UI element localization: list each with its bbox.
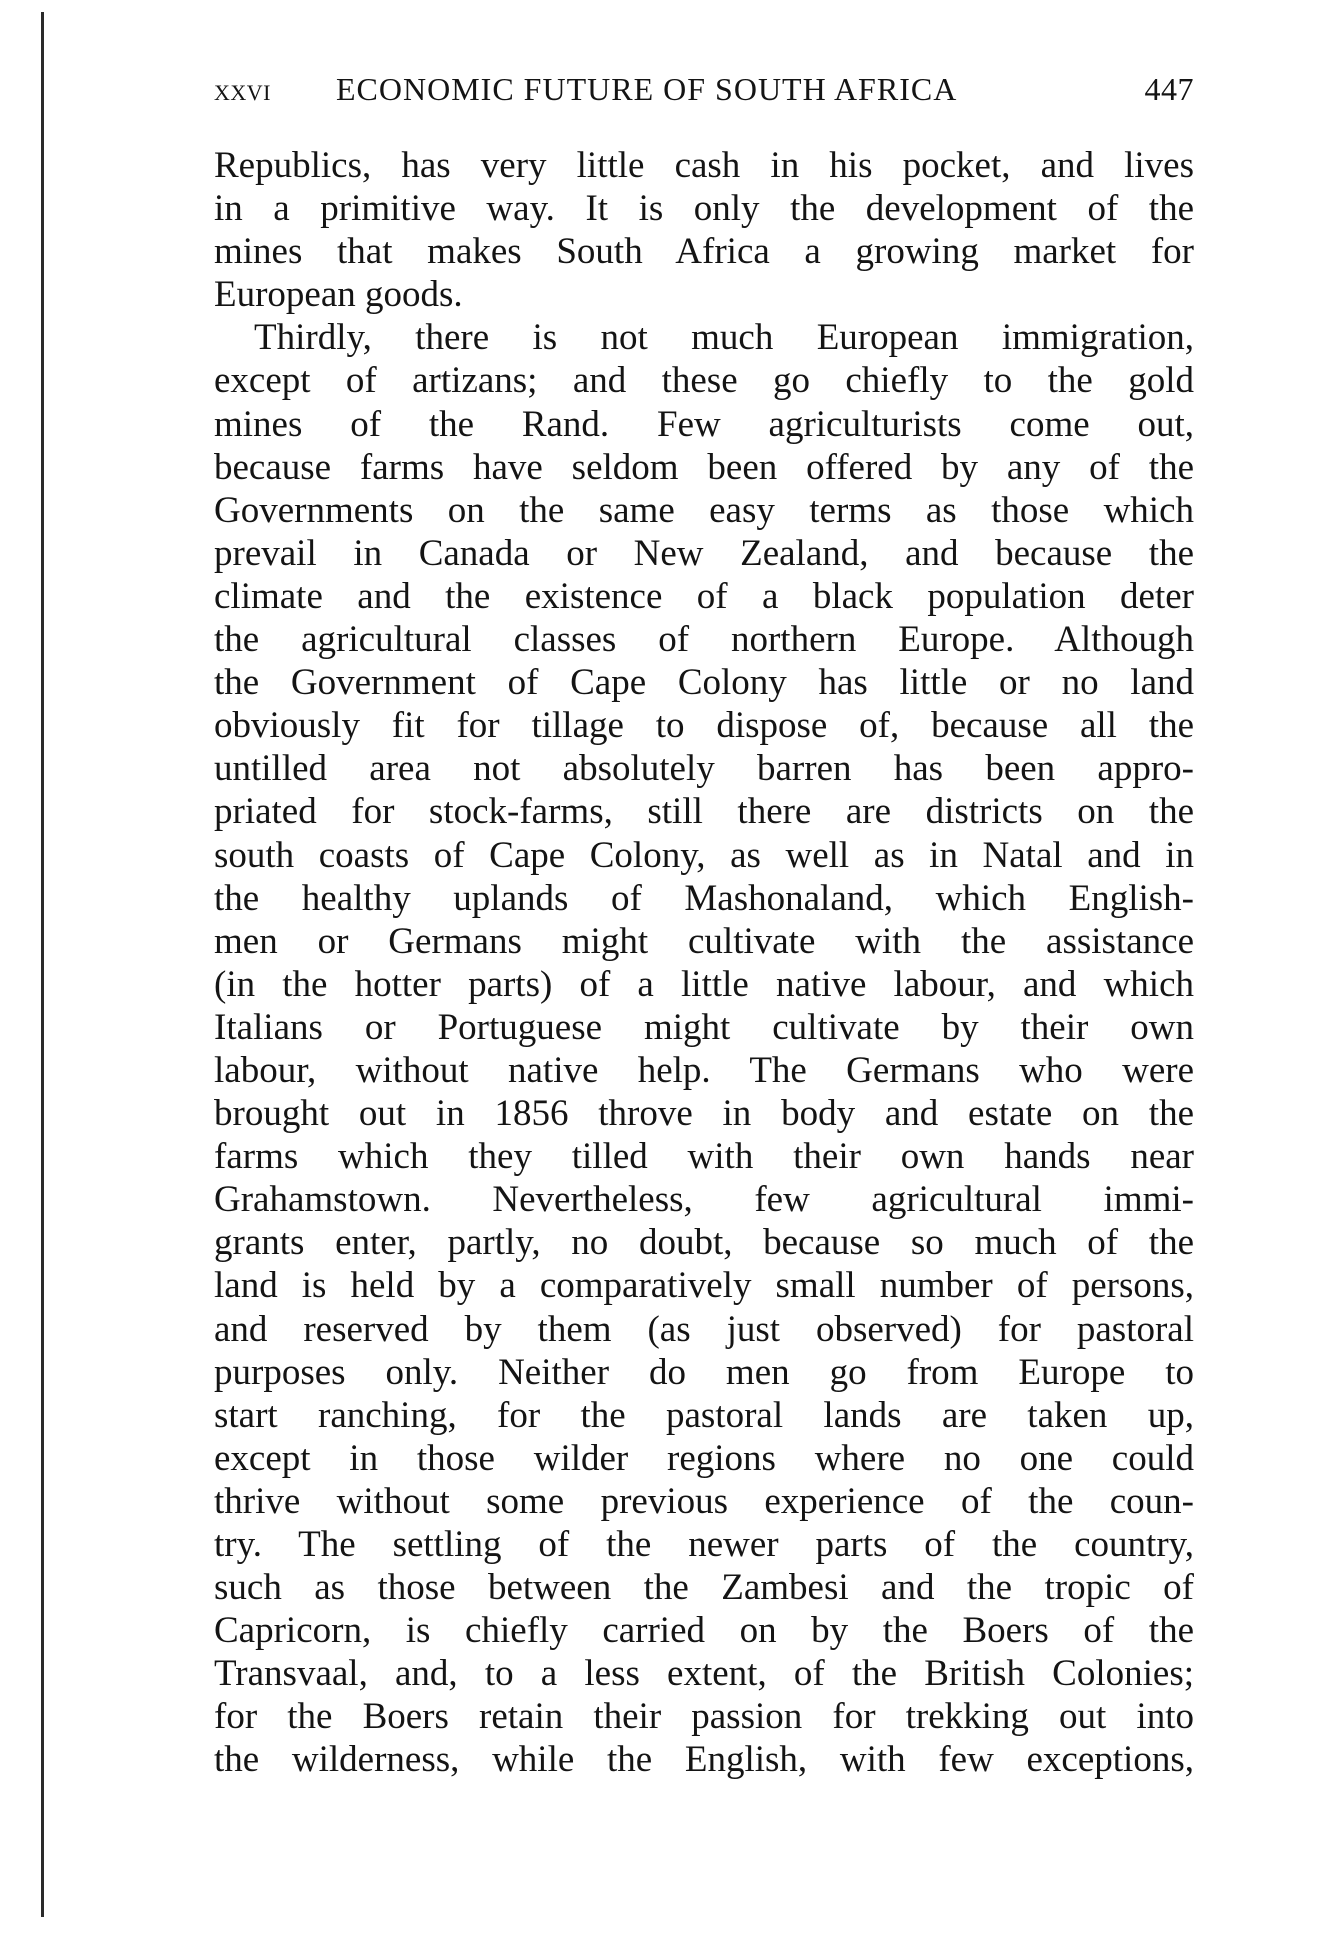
text-line: south coasts of Cape Colony, as well as in Natal and in <box>214 834 1194 876</box>
text-line: the wilderness, while the English, with few exceptions, <box>214 1739 1194 1781</box>
text-line: except in those wilder regions where no one could <box>214 1437 1194 1479</box>
text-line: land is held by a comparatively small number of persons, <box>214 1265 1194 1307</box>
text-line: except of artizans; and these go chiefly to the gold <box>214 360 1194 402</box>
text-line: farms which they tilled with their own hands near <box>214 1136 1194 1178</box>
text-line: because farms have seldom been offered by any of the <box>214 446 1194 488</box>
text-line: prevail in Canada or New Zealand, and because the <box>214 532 1194 574</box>
text-line: such as those between the Zambesi and the tropic of <box>214 1567 1194 1609</box>
text-line: in a primitive way. It is only the development of the <box>214 188 1194 230</box>
text-line: Transvaal, and, to a less extent, of the British Colonies; <box>214 1653 1194 1695</box>
text-line: labour, without native help. The Germans who were <box>214 1049 1194 1091</box>
text-line: the healthy uplands of Mashonaland, which English- <box>214 877 1194 919</box>
running-title: ECONOMIC FUTURE OF SOUTH AFRICA <box>336 71 958 107</box>
text-line: try. The settling of the newer parts of the country, <box>214 1524 1194 1565</box>
text-line: mines of the Rand. Few agriculturists come out, <box>214 403 1194 445</box>
text-line: purposes only. Neither do men go from Europe to <box>214 1351 1194 1393</box>
text-line: Capricorn, is chiefly carried on by the Boers of the <box>214 1610 1194 1652</box>
text-line: European goods. <box>214 274 463 316</box>
text-line: Governments on the same easy terms as those which <box>214 489 1194 531</box>
text-line: the agricultural classes of northern Europe. Although <box>214 619 1194 661</box>
text-line: the Government of Cape Colony has little or no land <box>214 662 1194 704</box>
text-line: Republics, has very little cash in his pocket, and lives <box>214 145 1194 186</box>
text-line: grants enter, partly, no doubt, because so much of the <box>214 1222 1194 1264</box>
text-line: obviously fit for tillage to dispose of, because all the <box>214 705 1194 747</box>
text-line: Italians or Portuguese might cultivate by their own <box>214 1006 1194 1048</box>
body-text <box>214 144 1194 1782</box>
text-line: untilled area not absolutely barren has been appro- <box>214 748 1194 790</box>
page-number: 447 <box>1144 71 1194 107</box>
page-edge-rule <box>41 12 44 1917</box>
text-line: priated for stock-farms, still there are districts on the <box>214 791 1194 833</box>
text-line: mines that makes South Africa a growing market for <box>214 231 1194 273</box>
text-line: thrive without some previous experience of the coun- <box>214 1480 1194 1522</box>
text-line: brought out in 1856 throve in body and estate on the <box>214 1093 1194 1135</box>
text-line: and reserved by them (as just observed) for pastoral <box>214 1308 1194 1350</box>
text-line: (in the hotter parts) of a little native labour, and which <box>214 963 1194 1005</box>
chapter-number: xxvi <box>214 71 271 107</box>
text-line: Thirdly, there is not much European immigration, <box>254 317 1194 359</box>
running-header <box>214 66 1194 112</box>
text-line: Grahamstown. Nevertheless, few agricultural immi- <box>214 1179 1194 1221</box>
text-line: for the Boers retain their passion for trekking out into <box>214 1696 1194 1738</box>
text-line: men or Germans might cultivate with the assistance <box>214 920 1194 962</box>
text-line: start ranching, for the pastoral lands are taken up, <box>214 1394 1194 1436</box>
text-line: climate and the existence of a black population deter <box>214 575 1194 617</box>
